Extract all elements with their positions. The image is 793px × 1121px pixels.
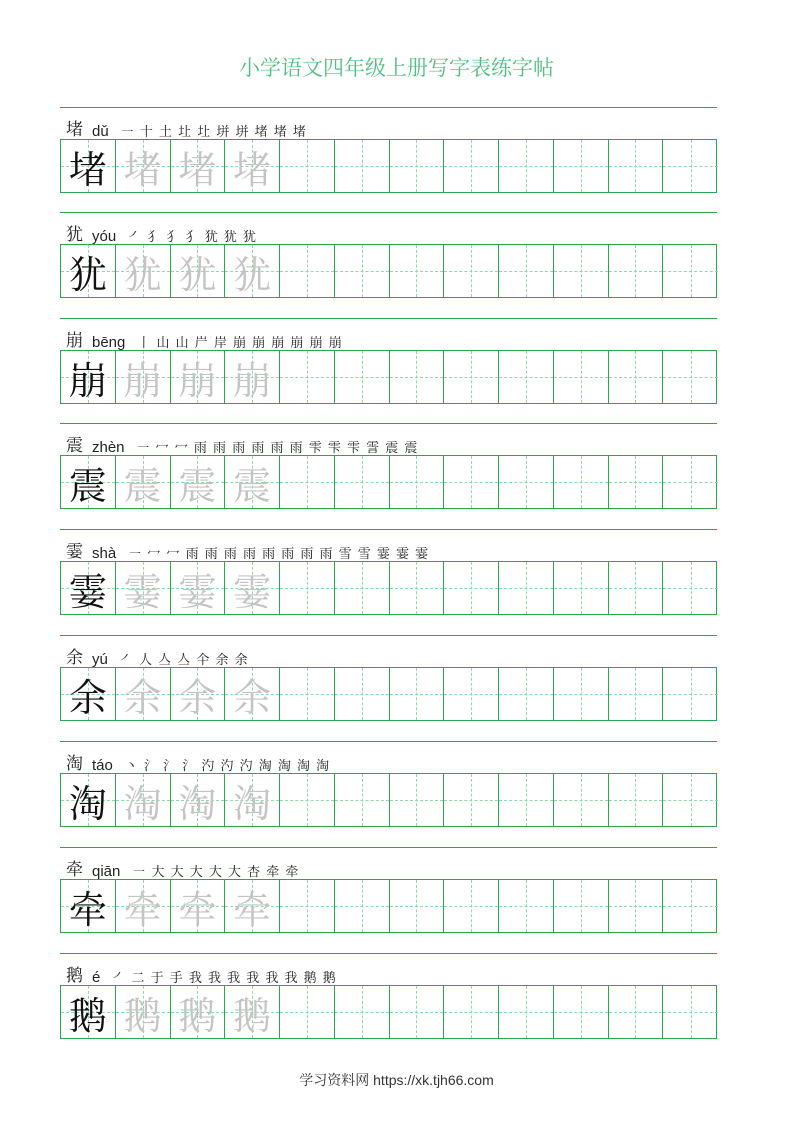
header-character: 淘: [66, 754, 83, 774]
header-character: 堵: [66, 120, 83, 140]
char-header: [66, 640, 249, 668]
practice-block: [60, 529, 717, 619]
page-title: 小学语文四年级上册写字表练字帖: [239, 56, 554, 80]
practice-block: [60, 318, 717, 408]
grid-cell: [609, 880, 664, 932]
trace-character: 淘: [178, 781, 217, 826]
model-character: 震: [68, 463, 107, 508]
divider-line: [60, 318, 717, 319]
model-character: 犹: [68, 252, 107, 297]
char-header: [66, 217, 257, 245]
trace-character: 堵: [178, 147, 217, 192]
grid-cell: [116, 562, 171, 614]
header-character: 崩: [66, 331, 83, 351]
grid-cell: [444, 351, 499, 403]
writing-grid: [60, 985, 717, 1039]
grid-cell: [499, 456, 554, 508]
grid-cell: [444, 562, 499, 614]
header-character: 牵: [66, 860, 83, 880]
trace-character: 牵: [233, 887, 272, 932]
char-header: [66, 534, 429, 562]
grid-cell: [335, 562, 390, 614]
header-character: 余: [66, 648, 83, 668]
grid-cell: [225, 351, 280, 403]
practice-block: [60, 212, 717, 302]
grid-cell: [116, 986, 171, 1038]
char-header: [66, 428, 418, 456]
grid-cell: [171, 351, 226, 403]
char-header: [66, 323, 343, 351]
model-character: 崩: [68, 358, 107, 403]
grid-cell: [554, 986, 609, 1038]
grid-cell: [609, 456, 664, 508]
practice-block: [60, 635, 717, 725]
grid-cell: [61, 880, 116, 932]
grid-cell: [390, 140, 445, 192]
grid-cell: [280, 351, 335, 403]
header-character: 震: [66, 436, 83, 456]
writing-grid: [60, 455, 717, 509]
grid-cell: [499, 774, 554, 826]
grid-cell: [61, 668, 116, 720]
char-header: [66, 746, 330, 774]
header-character: 鹅: [66, 966, 83, 986]
grid-cell: [335, 986, 390, 1038]
grid-cell: [444, 140, 499, 192]
trace-character: 犹: [178, 252, 217, 297]
grid-cell: [444, 668, 499, 720]
grid-cell: [225, 245, 280, 297]
pinyin: táo: [92, 757, 113, 774]
pinyin: é: [92, 969, 101, 986]
pinyin: shà: [92, 545, 117, 562]
grid-cell: [116, 351, 171, 403]
trace-character: 牵: [178, 887, 217, 932]
grid-cell: [499, 562, 554, 614]
grid-cell: [499, 668, 554, 720]
grid-cell: [61, 986, 116, 1038]
divider-line: [60, 635, 717, 636]
grid-cell: [335, 351, 390, 403]
grid-cell: [280, 880, 335, 932]
grid-cell: [335, 245, 390, 297]
practice-block: [60, 423, 717, 513]
grid-cell: [61, 245, 116, 297]
grid-cell: [663, 245, 718, 297]
trace-character: 淘: [123, 781, 162, 826]
header-character: 霎: [66, 542, 83, 562]
pinyin: yóu: [92, 228, 117, 245]
pinyin: zhèn: [92, 439, 125, 456]
practice-block: [60, 741, 717, 831]
trace-character: 崩: [123, 358, 162, 403]
writing-grid: [60, 879, 717, 933]
grid-cell: [61, 562, 116, 614]
char-header: [66, 958, 337, 986]
grid-cell: [61, 351, 116, 403]
grid-cell: [116, 245, 171, 297]
grid-cell: [390, 668, 445, 720]
grid-cell: [171, 456, 226, 508]
grid-cell: [225, 456, 280, 508]
model-character: 余: [68, 675, 107, 720]
practice-block: [60, 107, 717, 197]
grid-cell: [499, 351, 554, 403]
trace-character: 余: [178, 675, 217, 720]
trace-character: 鹅: [123, 993, 162, 1038]
grid-cell: [499, 140, 554, 192]
grid-cell: [609, 986, 664, 1038]
stroke-order: ㇐ 大 大 大 大 大 杏 牵 牵: [132, 865, 300, 880]
grid-cell: [444, 880, 499, 932]
writing-grid: [60, 561, 717, 615]
grid-cell: [116, 668, 171, 720]
grid-cell: [554, 351, 609, 403]
stroke-order: 丶 氵 氵 氵 汋 汋 汋 淘 淘 淘 淘: [124, 759, 331, 774]
trace-character: 鹅: [178, 993, 217, 1038]
grid-cell: [335, 880, 390, 932]
grid-cell: [390, 880, 445, 932]
model-character: 鹅: [68, 993, 107, 1038]
grid-cell: [280, 668, 335, 720]
grid-cell: [335, 668, 390, 720]
char-header: [66, 852, 299, 880]
grid-cell: [280, 140, 335, 192]
grid-cell: [171, 668, 226, 720]
trace-character: 犹: [123, 252, 162, 297]
grid-cell: [663, 986, 718, 1038]
divider-line: [60, 107, 717, 108]
trace-character: 余: [123, 675, 162, 720]
grid-cell: [280, 456, 335, 508]
grid-cell: [609, 351, 664, 403]
model-character: 淘: [68, 781, 107, 826]
grid-cell: [116, 140, 171, 192]
grid-cell: [280, 986, 335, 1038]
trace-character: 崩: [178, 358, 217, 403]
stroke-order: ㇒ 犭 犭 犭 犹 犹 犹: [128, 230, 257, 245]
grid-cell: [225, 668, 280, 720]
writing-grid: [60, 773, 717, 827]
grid-cell: [609, 774, 664, 826]
pinyin: bēng: [92, 334, 126, 351]
grid-cell: [171, 986, 226, 1038]
header-character: 犹: [66, 225, 83, 245]
model-character: 堵: [68, 147, 107, 192]
writing-grid: [60, 667, 717, 721]
trace-character: 牵: [123, 887, 162, 932]
grid-cell: [335, 140, 390, 192]
grid-cell: [444, 245, 499, 297]
grid-cell: [61, 140, 116, 192]
stroke-order: ㇐ 冖 冖 雨 雨 雨 雨 雨 雨 雨 雨 雪 雪 霎 霎 霎: [128, 547, 430, 562]
grid-cell: [663, 774, 718, 826]
grid-cell: [663, 880, 718, 932]
grid-cell: [609, 245, 664, 297]
grid-cell: [61, 456, 116, 508]
grid-cell: [554, 774, 609, 826]
grid-cell: [609, 140, 664, 192]
grid-cell: [554, 668, 609, 720]
writing-grid: [60, 350, 717, 404]
grid-cell: [609, 562, 664, 614]
practice-block: [60, 847, 717, 937]
grid-cell: [171, 140, 226, 192]
grid-cell: [335, 456, 390, 508]
grid-cell: [390, 351, 445, 403]
grid-cell: [663, 562, 718, 614]
grid-cell: [444, 986, 499, 1038]
grid-cell: [663, 140, 718, 192]
grid-cell: [390, 774, 445, 826]
grid-cell: [554, 140, 609, 192]
grid-cell: [554, 562, 609, 614]
grid-cell: [663, 351, 718, 403]
grid-cell: [225, 774, 280, 826]
trace-character: 余: [233, 675, 272, 720]
pinyin: qiān: [92, 863, 121, 880]
grid-cell: [499, 986, 554, 1038]
trace-character: 震: [233, 463, 272, 508]
grid-cell: [280, 245, 335, 297]
model-character: 牵: [68, 887, 107, 932]
grid-cell: [663, 668, 718, 720]
grid-cell: [554, 456, 609, 508]
trace-character: 震: [178, 463, 217, 508]
pinyin: yú: [92, 651, 108, 668]
model-character: 霎: [68, 569, 107, 614]
trace-character: 霎: [233, 569, 272, 614]
grid-cell: [171, 562, 226, 614]
trace-character: 震: [123, 463, 162, 508]
grid-cell: [663, 456, 718, 508]
grid-cell: [609, 668, 664, 720]
writing-grid: [60, 244, 717, 298]
grid-cell: [499, 880, 554, 932]
grid-cell: [116, 774, 171, 826]
grid-cell: [499, 245, 554, 297]
divider-line: [60, 423, 717, 424]
divider-line: [60, 847, 717, 848]
grid-cell: [225, 140, 280, 192]
grid-cell: [171, 245, 226, 297]
grid-cell: [171, 880, 226, 932]
pinyin: dǔ: [92, 123, 109, 140]
grid-cell: [280, 562, 335, 614]
writing-grid: [60, 139, 717, 193]
stroke-order: 丨 山 山 屵 岸 崩 崩 崩 崩 崩 崩: [137, 336, 343, 351]
grid-cell: [61, 774, 116, 826]
grid-cell: [225, 986, 280, 1038]
divider-line: [60, 529, 717, 530]
grid-cell: [171, 774, 226, 826]
divider-line: [60, 741, 717, 742]
trace-character: 霎: [123, 569, 162, 614]
stroke-order: ㇒ 人 亼 亼 仐 余 余: [119, 653, 249, 668]
trace-character: 淘: [233, 781, 272, 826]
stroke-order: ㇒ 二 于 手 我 我 我 我 我 我 鹅 鹅: [112, 971, 337, 986]
footer-source: 学习资料网 https://xk.tjh66.com: [299, 1072, 494, 1088]
grid-cell: [116, 456, 171, 508]
trace-character: 鹅: [233, 993, 272, 1038]
grid-cell: [390, 245, 445, 297]
grid-cell: [554, 245, 609, 297]
trace-character: 崩: [233, 358, 272, 403]
trace-character: 犹: [233, 252, 272, 297]
trace-character: 霎: [178, 569, 217, 614]
divider-line: [60, 212, 717, 213]
divider-line: [60, 953, 717, 954]
char-header: [66, 112, 307, 140]
stroke-order: ㇐ 十 土 圵 圵 垪 垪 堵 堵 堵: [120, 125, 307, 140]
practice-block: [60, 953, 717, 1043]
grid-cell: [280, 774, 335, 826]
trace-character: 堵: [233, 147, 272, 192]
grid-cell: [444, 456, 499, 508]
grid-cell: [390, 456, 445, 508]
grid-cell: [225, 562, 280, 614]
grid-cell: [554, 880, 609, 932]
trace-character: 堵: [123, 147, 162, 192]
grid-cell: [444, 774, 499, 826]
stroke-order: ㇐ 冖 冖 雨 雨 雨 雨 雨 雨 雫 雫 雫 霅 震 震: [136, 441, 419, 456]
grid-cell: [116, 880, 171, 932]
grid-cell: [335, 774, 390, 826]
grid-cell: [390, 986, 445, 1038]
grid-cell: [390, 562, 445, 614]
grid-cell: [225, 880, 280, 932]
